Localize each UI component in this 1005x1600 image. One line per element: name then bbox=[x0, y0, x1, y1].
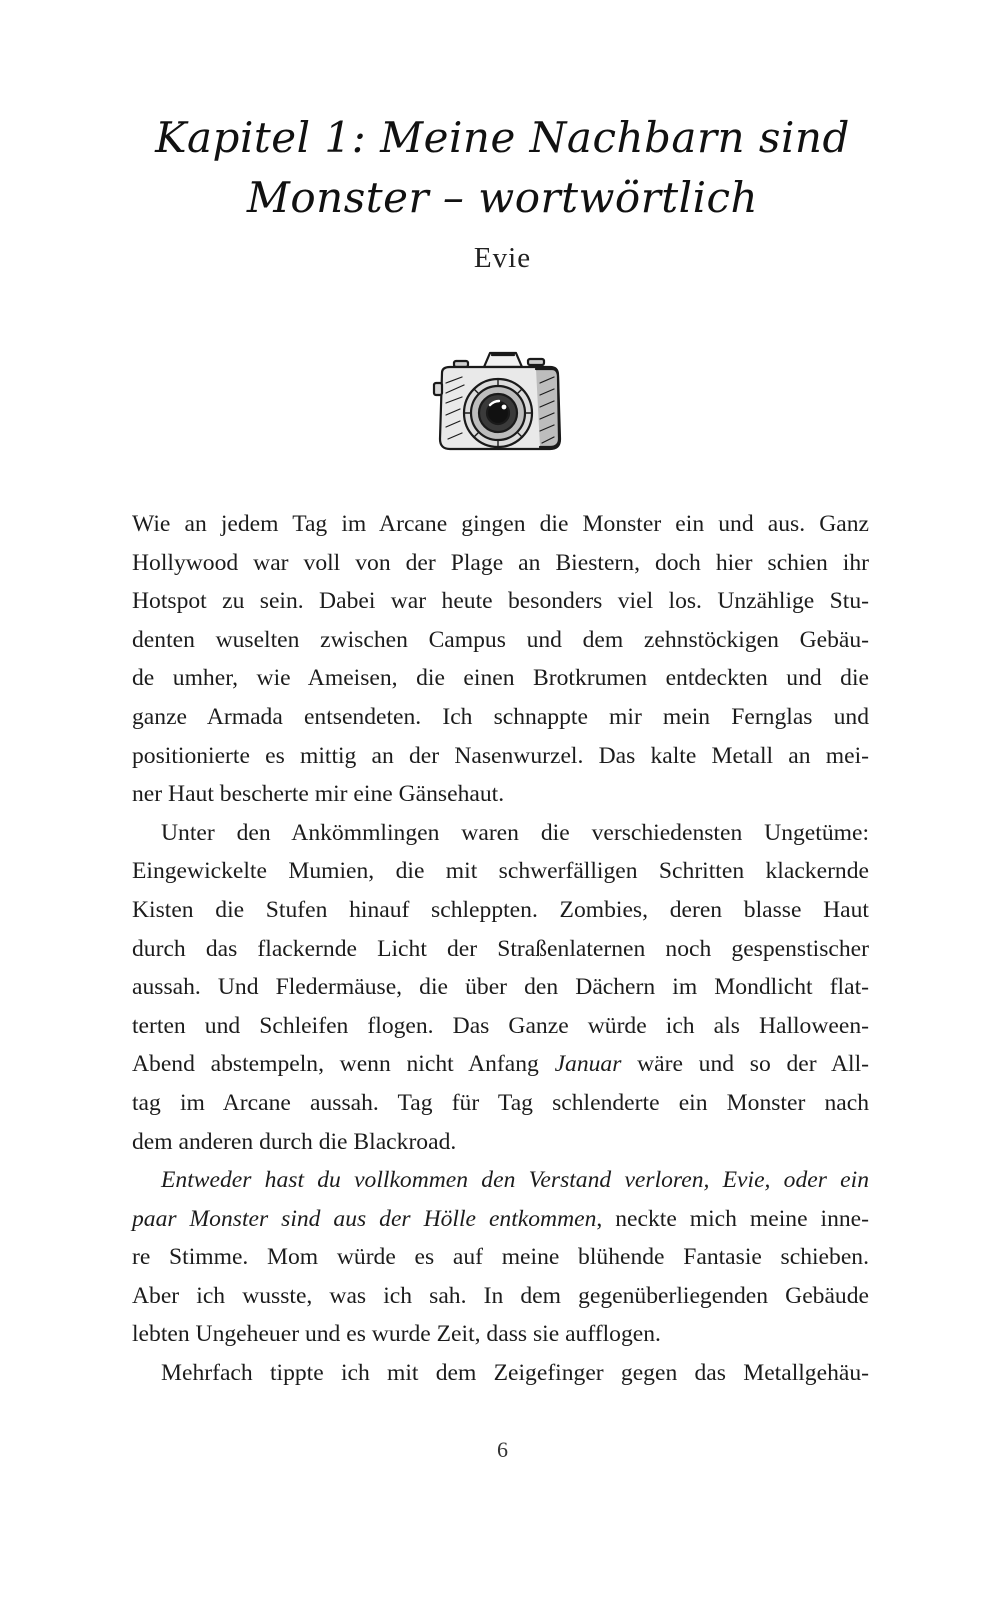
text-segment: , neckte mich meine inne- bbox=[596, 1205, 869, 1232]
text-line: dem anderen durch die Blackroad. bbox=[132, 1128, 457, 1155]
text-line: Unter den Ankömmlingen waren die verschiedensten Ungetüme: bbox=[161, 819, 869, 846]
text-line: ganze Armada entsendeten. Ich schnappte mir mein Fernglas und bbox=[132, 703, 869, 730]
text-line: Aber ich wusste, was ich sah. In dem gegenüberliegenden Gebäude bbox=[132, 1282, 869, 1309]
camera-icon bbox=[432, 343, 568, 461]
text-line: de umher, wie Ameisen, die einen Brotkrumen entdeckten und die bbox=[132, 665, 869, 692]
text-line: Hotspot zu sein. Dabei war heute besonders viel los. Unzählige Stu- bbox=[132, 588, 869, 615]
text-line: durch das flackernde Licht der Straßenlaternen noch gespenstischer bbox=[132, 935, 869, 962]
text-line bbox=[132, 1200, 869, 1239]
text-line: Hollywood war voll von der Plage an Biestern, doch hier schien ihr bbox=[132, 549, 869, 576]
narrator-name: Evie bbox=[473, 242, 532, 274]
text-segment: wäre und so der All- bbox=[621, 1051, 870, 1078]
chapter-title-line-1: Kapitel 1: Meine Nachbarn sind bbox=[155, 113, 850, 162]
text-line: Kisten die Stufen hinauf schleppten. Zombies, deren blasse Haut bbox=[132, 896, 869, 923]
chapter-title-line-2: Monster – wortwörtlich bbox=[246, 173, 759, 222]
text-segment: Abend abstempeln, wenn nicht Anfang bbox=[132, 1051, 555, 1078]
text-line: Eingewickelte Mumien, die mit schwerfälligen Schritten klackernde bbox=[132, 858, 869, 885]
chapter-body bbox=[132, 505, 869, 1393]
text-line: Mehrfach tippte ich mit dem Zeigefinger gegen das Metallgehäu- bbox=[161, 1360, 869, 1387]
page-number: 6 bbox=[497, 1437, 508, 1462]
text-line: tag im Arcane aussah. Tag für Tag schlenderte ein Monster nach bbox=[132, 1089, 869, 1116]
text-line: terten und Schleifen flogen. Das Ganze würde ich als Halloween- bbox=[132, 1012, 869, 1039]
text-line: aussah. Und Fledermäuse, die über den Dächern im Mondlicht flat- bbox=[132, 974, 869, 1001]
emphasis-text: Januar bbox=[554, 1051, 622, 1078]
text-line bbox=[132, 1045, 869, 1084]
chapter-title bbox=[100, 108, 905, 228]
text-line: denten wuselten zwischen Campus und dem zehnstöckigen Gebäu- bbox=[132, 626, 869, 653]
text-line: Wie an jedem Tag im Arcane gingen die Monster ein und aus. Ganz bbox=[132, 511, 869, 537]
emphasis-text: Entweder hast du vollkommen den Verstand verloren, Evie, oder ein bbox=[161, 1167, 869, 1194]
emphasis-text: paar Monster sind aus der Hölle entkommen bbox=[132, 1205, 597, 1232]
text-line: re Stimme. Mom würde es auf meine blühende Fantasie schieben. bbox=[132, 1244, 869, 1271]
text-line: positionierte es mittig an der Nasenwurzel. Das kalte Metall an mei- bbox=[132, 742, 869, 769]
text-line: lebten Ungeheuer und es wurde Zeit, dass sie aufflogen. bbox=[132, 1321, 661, 1348]
text-line: ner Haut bescherte mir eine Gänsehaut. bbox=[132, 781, 505, 808]
text-line bbox=[132, 1161, 869, 1200]
